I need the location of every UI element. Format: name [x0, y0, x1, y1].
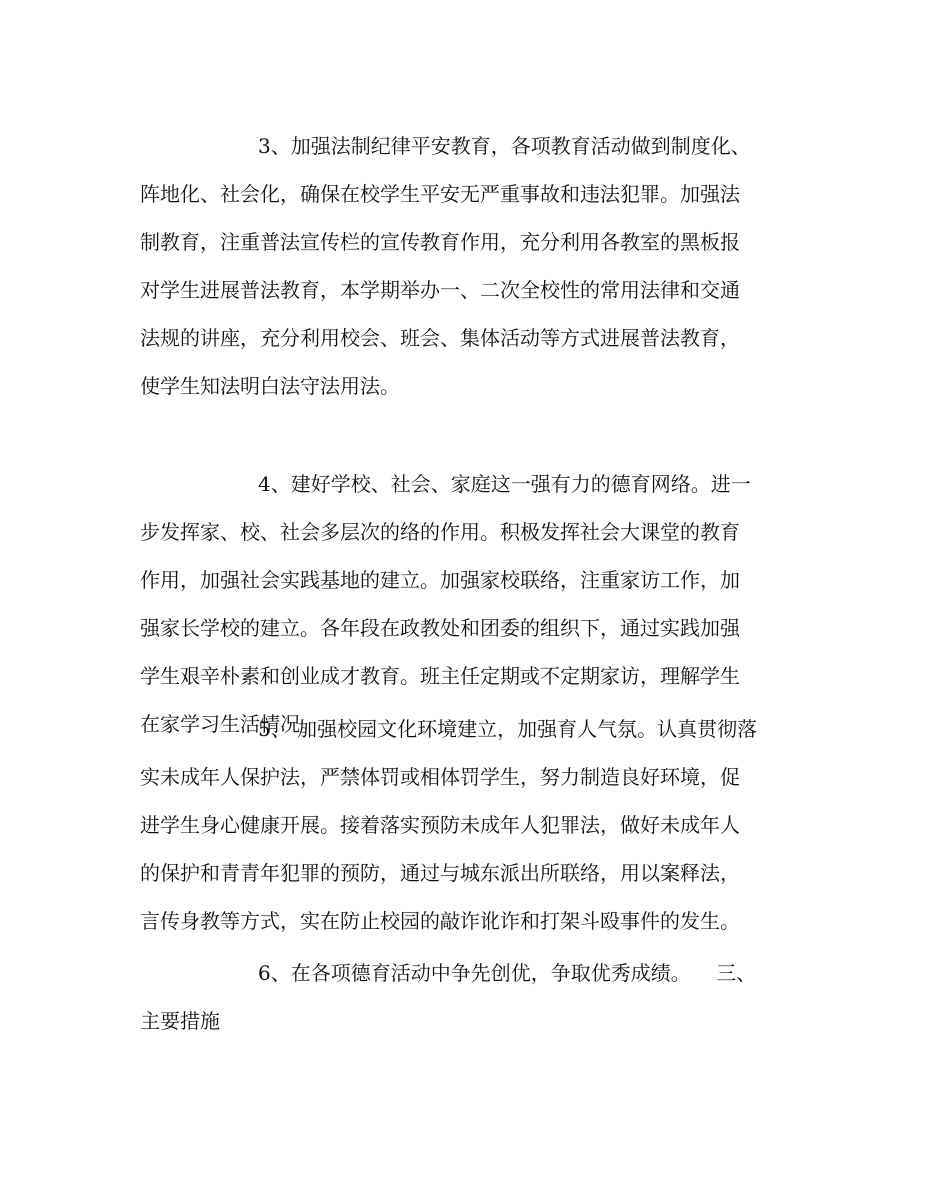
text-line: 5、 加强校园文化环境建立，加强育人气氛。认真贯彻落: [258, 717, 758, 741]
text-line: 言传身教等方式，实在防止校园的敲诈讹诈和打架斗殴事件的发生。: [140, 909, 740, 933]
text-line: 实未成年人保护法，严禁体罚或相体罚学生，努力制造良好环境，促: [140, 765, 740, 789]
section-heading-main-measures: 主要措施: [140, 1009, 220, 1033]
text-line: 对学生进展普法教育，本学期举办一、二次全校性的常用法律和交通: [140, 278, 740, 302]
text-line: 使学生知法明白法守法用法。: [140, 374, 400, 398]
paragraph-5-campus-culture: [140, 705, 800, 945]
text-line: 学生艰辛朴素和创业成才教育。班主任定期或不定期家访，理解学生: [140, 664, 740, 688]
text-line: 作用，加强社会实践基地的建立。加强家校联络，注重家访工作，加: [140, 568, 740, 592]
text-line: 的保护和青青年犯罪的预防，通过与城东派出所联络，用以案释法，: [140, 861, 740, 885]
text-line: 步发挥家、校、社会多层次的络的作用。积极发挥社会大课堂的教育: [140, 520, 740, 544]
text-line: 阵地化、社会化，确保在校学生平安无严重事故和违法犯罪。加强法: [140, 182, 740, 206]
paragraph-6-excellence: [140, 949, 800, 1045]
text-line: 制教育，注重普法宣传栏的宣传教育作用，充分利用各教室的黑板报: [140, 230, 740, 254]
text-line: 3、加强法制纪律平安教育，各项教育活动做到制度化、: [258, 134, 751, 158]
text-line: 在家学习生活情况。: [140, 712, 320, 736]
text-line: 进学生身心健康开展。接着落实预防未成年人犯罪法，做好未成年人: [140, 813, 740, 837]
text-line: 6、在各项德育活动中争先创优，争取优秀成绩。 三、: [258, 961, 757, 985]
text-line: 法规的讲座，充分利用校会、班会、集体活动等方式进展普法教育，: [140, 326, 740, 350]
text-line: 强家长学校的建立。各年段在政教处和团委的组织下，通过实践加强: [140, 616, 740, 640]
paragraph-3-legal-education: [140, 122, 800, 410]
text-line: 4、建好学校、社会、家庭这一强有力的德育网络。进一: [258, 472, 751, 496]
